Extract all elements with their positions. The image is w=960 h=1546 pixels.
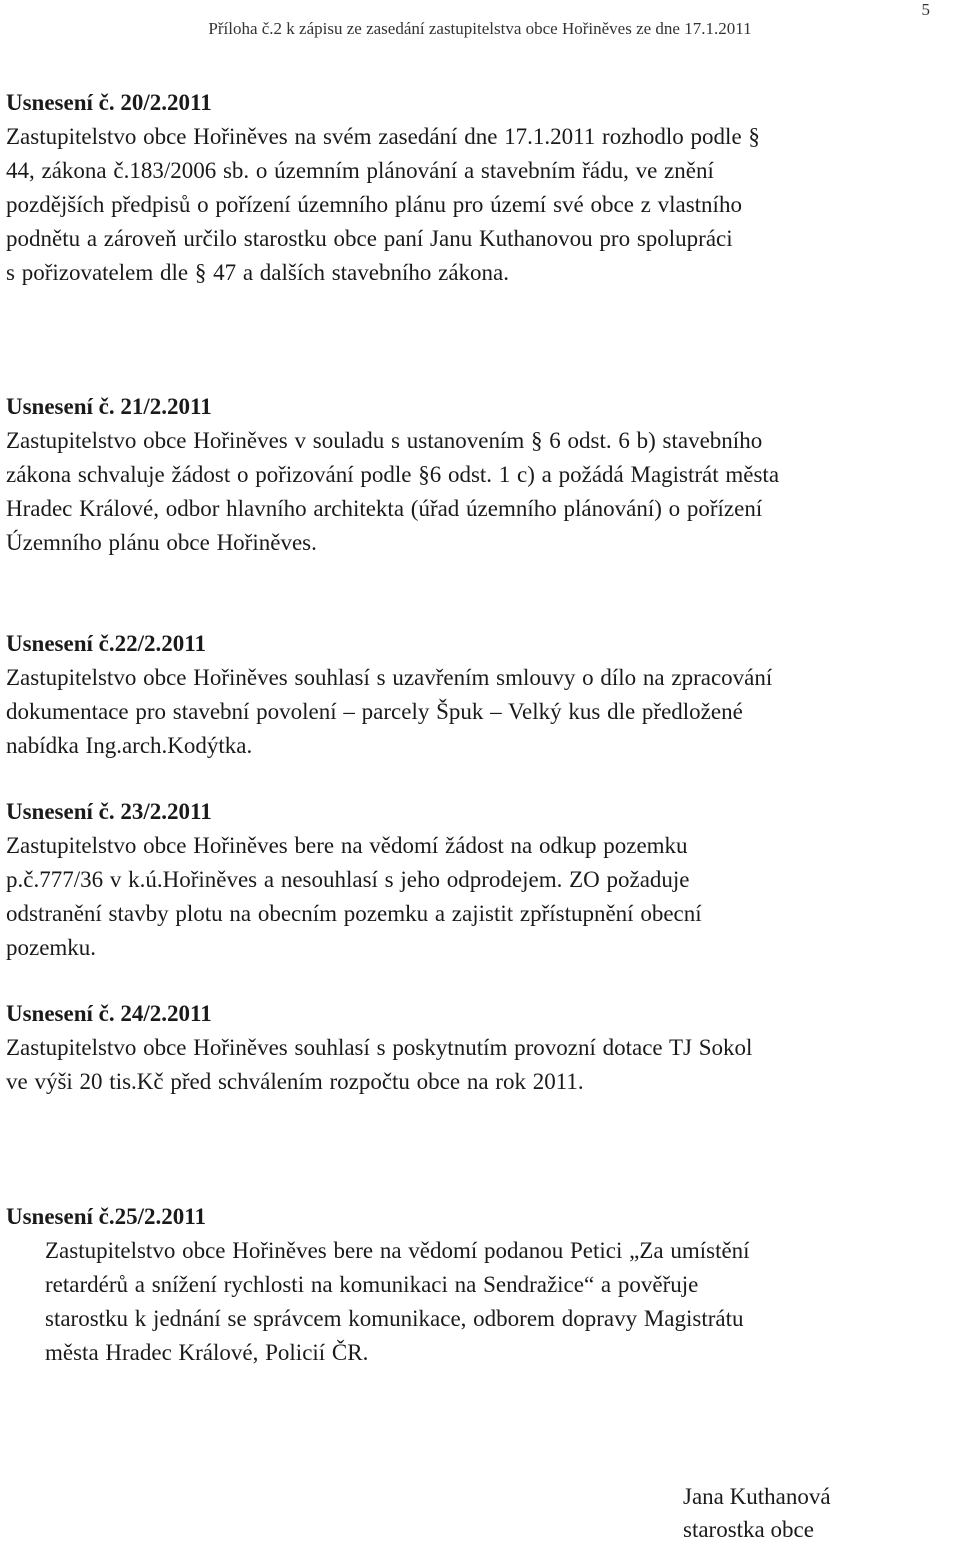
resolution-23 — [6, 795, 956, 965]
text-line: Hradec Králové, odbor hlavního architekta (úřad územního plánování) o pořízení — [6, 496, 763, 521]
text-line: s pořizovatelem dle § 47 a dalších stavebního zákona. — [6, 260, 509, 285]
text-line: pozemku. — [6, 935, 97, 960]
text-line: 44, zákona č.183/2006 sb. o územním plánování a stavebním řádu, ve znění — [6, 158, 714, 183]
text-line: starostku k jednání se správcem komunikace, odborem dopravy Magistrátu — [45, 1306, 744, 1331]
text-line: Zastupitelstvo obce Hořiněves souhlasí s poskytnutím provozní dotace TJ Sokol — [6, 1035, 753, 1060]
resolution-title: Usnesení č.22/2.2011 — [6, 631, 206, 656]
text-line: retardérů a snížení rychlosti na komunikaci na Sendražice“ a pověřuje — [45, 1272, 699, 1297]
resolution-25 — [6, 1200, 956, 1234]
text-line: podnětu a zároveň určilo starostku obce paní Janu Kuthanovou pro spolupráci — [6, 226, 733, 251]
resolution-text — [6, 424, 956, 560]
page-number: 5 — [921, 0, 930, 19]
text-line: Zastupitelstvo obce Hořiněves na svém zasedání dne 17.1.2011 rozhodlo podle § — [6, 124, 760, 149]
resolution-text — [6, 1031, 956, 1099]
text-line: Zastupitelstvo obce Hořiněves v souladu s ustanovením § 6 odst. 6 b) stavebního — [6, 428, 763, 453]
signature-name: Jana Kuthanová — [683, 1484, 831, 1509]
text-line: Zastupitelstvo obce Hořiněves bere na vědomí podanou Petici „Za umístění — [45, 1238, 750, 1263]
text-line: Zastupitelstvo obce Hořiněves bere na vědomí žádost na odkup pozemku — [6, 833, 688, 858]
text-line: pozdějších předpisů o pořízení územního plánu pro území své obce z vlastního — [6, 192, 742, 217]
resolution-22 — [6, 627, 956, 763]
resolution-title: Usnesení č.25/2.2011 — [6, 1204, 206, 1229]
resolution-title: Usnesení č. 24/2.2011 — [6, 1001, 212, 1026]
resolution-text — [45, 1234, 956, 1370]
resolution-title: Usnesení č. 23/2.2011 — [6, 799, 212, 824]
text-line: nabídka Ing.arch.Kodýtka. — [6, 733, 253, 758]
text-line: města Hradec Králové, Policií ČR. — [45, 1340, 369, 1365]
text-line: Zastupitelstvo obce Hořiněves souhlasí s uzavřením smlouvy o dílo na zpracování — [6, 665, 773, 690]
text-line: Územního plánu obce Hořiněves. — [6, 530, 317, 555]
resolution-title: Usnesení č. 20/2.2011 — [6, 90, 212, 115]
signature-role: starostka obce — [683, 1517, 814, 1542]
resolution-20 — [6, 86, 956, 290]
resolution-25-body — [45, 1234, 956, 1370]
signature-block — [683, 1480, 831, 1546]
resolution-text — [6, 829, 956, 965]
document-header: Příloha č.2 k zápisu ze zasedání zastupitelstva obce Hořiněves ze dne 17.1.2011 — [208, 19, 752, 38]
resolution-24 — [6, 997, 956, 1099]
text-line: p.č.777/36 v k.ú.Hořiněves a nesouhlasí s jeho odprodejem. ZO požaduje — [6, 867, 690, 892]
text-line: dokumentace pro stavební povolení – parcely Špuk – Velký kus dle předložené — [6, 699, 743, 724]
resolution-21 — [6, 390, 956, 560]
resolution-text — [6, 120, 956, 290]
resolution-text — [6, 661, 956, 763]
text-line: ve výši 20 tis.Kč před schválením rozpočtu obce na rok 2011. — [6, 1069, 584, 1094]
resolution-title: Usnesení č. 21/2.2011 — [6, 394, 212, 419]
text-line: zákona schvaluje žádost o pořizování podle §6 odst. 1 c) a požádá Magistrát města — [6, 462, 780, 487]
text-line: odstranění stavby plotu na obecním pozemku a zajistit zpřístupnění obecní — [6, 901, 702, 926]
